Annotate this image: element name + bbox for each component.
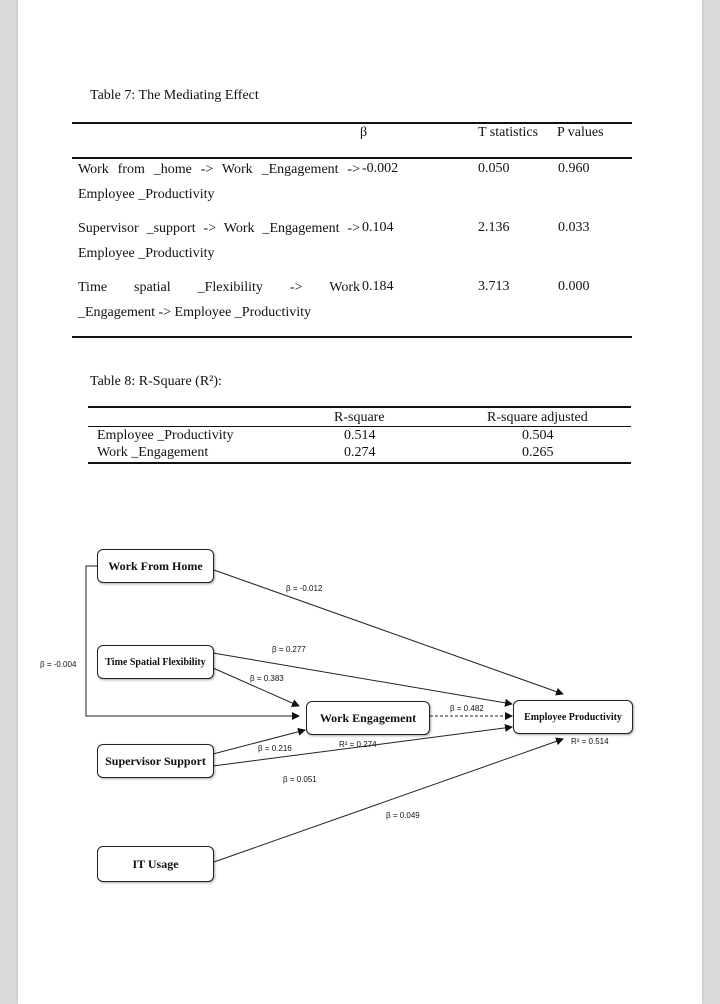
- label-wfh-we: β = -0.004: [40, 660, 77, 669]
- table8-r2adj: 0.504: [522, 428, 554, 443]
- table7-title: Table 7: The Mediating Effect: [90, 88, 259, 103]
- table8-r2: 0.274: [344, 445, 376, 460]
- table7-p: 0.000: [558, 279, 590, 294]
- table8-title: Table 8: R-Square (R²):: [90, 374, 222, 389]
- node-it-usage: IT Usage: [97, 846, 214, 882]
- table7-p: 0.960: [558, 161, 590, 176]
- table7-header-beta: β: [360, 125, 368, 140]
- label-we-ep: β = 0.482: [450, 704, 484, 713]
- node-work-engagement: Work Engagement: [306, 701, 430, 735]
- table8-name: Employee _Productivity: [97, 428, 234, 443]
- table7-beta: -0.002: [362, 161, 399, 176]
- table7-t: 3.713: [478, 279, 510, 294]
- node-supervisor-support: Supervisor Support: [97, 744, 214, 778]
- label-tsf-ep: β = 0.277: [272, 645, 306, 654]
- table8-r2: 0.514: [344, 428, 376, 443]
- label-ep-r2: R² = 0.514: [571, 737, 609, 746]
- table7-header-t: T statistics: [478, 125, 539, 140]
- table8-r2adj: 0.265: [522, 445, 554, 460]
- table8-header-r2adj: R-square adjusted: [487, 410, 588, 425]
- label-tsf-we: β = 0.383: [250, 674, 284, 683]
- row-label-line2: Employee _Productivity: [78, 187, 215, 202]
- table7-header-p: P values: [557, 125, 604, 140]
- label-ss-we: β = 0.216: [258, 744, 292, 753]
- label-ss-ep: β = 0.051: [283, 775, 317, 784]
- table7-beta: 0.104: [362, 220, 394, 235]
- table7-p: 0.033: [558, 220, 590, 235]
- row-label-line2: _Engagement -> Employee _Productivity: [78, 305, 312, 320]
- path-it-ep: [214, 739, 563, 862]
- label-it-ep: β = 0.049: [386, 811, 420, 820]
- row-label-line1: Supervisor _support -> Work _Engagement ->: [78, 221, 360, 236]
- table7-t: 2.136: [478, 220, 510, 235]
- node-work-from-home: Work From Home: [97, 549, 214, 583]
- label-we-r2: R² = 0.274: [339, 740, 377, 749]
- table8-header-r2: R-square: [334, 410, 385, 425]
- row-label-line1: Time spatial _Flexibility -> Work: [78, 280, 360, 295]
- row-label-line2: Employee _Productivity: [78, 246, 215, 261]
- table7-t: 0.050: [478, 161, 510, 176]
- table8-name: Work _Engagement: [97, 445, 209, 460]
- label-wfh-ep: β = -0.012: [286, 584, 323, 593]
- node-employee-productivity: Employee Productivity: [513, 700, 633, 734]
- row-label-line1: Work from _home -> Work _Engagement ->: [78, 162, 360, 177]
- table7-beta: 0.184: [362, 279, 394, 294]
- node-time-spatial-flexibility: Time Spatial Flexibility: [97, 645, 214, 679]
